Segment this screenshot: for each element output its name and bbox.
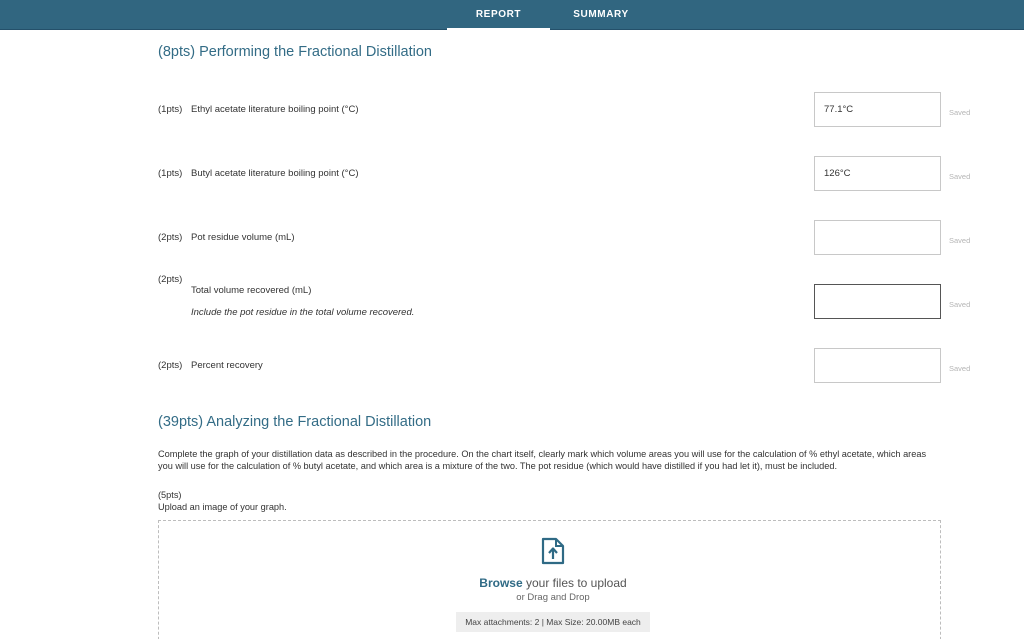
row-points: (2pts) <box>158 232 183 243</box>
row-label: Percent recovery <box>191 360 263 371</box>
saved-status: Saved <box>949 236 971 245</box>
row-help-text: Include the pot residue in the total volume recovered. <box>191 307 415 318</box>
row-label: Butyl acetate literature boiling point (°C) <box>191 168 359 179</box>
butyl-acetate-bp-input[interactable] <box>814 156 941 191</box>
section-title-performing: (8pts) Performing the Fractional Distillation <box>158 44 432 60</box>
browse-suffix: your files to upload <box>522 576 627 590</box>
tab-summary[interactable]: SUMMARY <box>573 9 629 20</box>
row-label: Ethyl acetate literature boiling point (°C) <box>191 104 359 115</box>
upload-points: (5pts) <box>158 490 182 500</box>
ethyl-acetate-bp-input[interactable] <box>814 92 941 127</box>
pot-residue-volume-input[interactable] <box>814 220 941 255</box>
drag-drop-text: or Drag and Drop <box>516 592 590 603</box>
total-volume-recovered-input[interactable] <box>814 284 941 319</box>
upload-prompt: Upload an image of your graph. <box>158 502 287 512</box>
row-points: (2pts) <box>158 274 183 285</box>
saved-status: Saved <box>949 172 971 181</box>
saved-status: Saved <box>949 108 971 117</box>
active-tab-indicator <box>447 28 550 30</box>
saved-status: Saved <box>949 364 971 373</box>
upload-limits: Max attachments: 2 | Max Size: 20.00MB each <box>456 612 650 632</box>
row-points: (2pts) <box>158 360 183 371</box>
section-description: Complete the graph of your distillation data as described in the procedure. On the chart itself, clearly mark which volume areas you will use for the calculation of % ethyl acetate, which areas you will use for the calculation of % butyl acetate, and which area is a mixture of the two. The pot residue (which would have distilled if you had let it), must be included. <box>158 449 927 471</box>
browse-text <box>453 576 653 590</box>
row-label: Pot residue volume (mL) <box>191 232 295 243</box>
file-upload-icon[interactable] <box>540 537 566 565</box>
saved-status: Saved <box>949 300 971 309</box>
browse-link[interactable]: Browse <box>479 576 523 590</box>
section-title-analyzing: (39pts) Analyzing the Fractional Distillation <box>158 414 432 430</box>
row-points: (1pts) <box>158 104 183 115</box>
percent-recovery-input[interactable] <box>814 348 941 383</box>
row-label: Total volume recovered (mL) <box>191 285 312 296</box>
tab-report[interactable]: REPORT <box>475 9 522 20</box>
row-points: (1pts) <box>158 168 183 179</box>
top-nav-bar <box>0 0 1024 30</box>
